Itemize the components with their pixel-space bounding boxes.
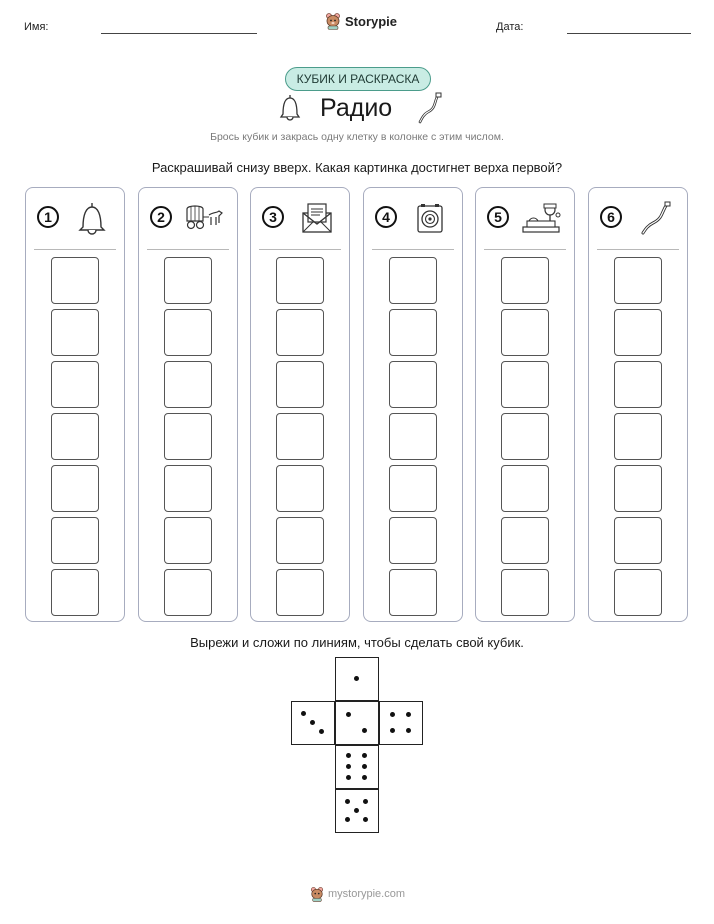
color-cell[interactable] [614,257,662,304]
color-cell[interactable] [614,517,662,564]
color-cell[interactable] [164,517,212,564]
color-cell[interactable] [614,465,662,512]
dice-pip [363,799,368,804]
dice-pip [354,676,359,681]
bell-icon [276,92,304,122]
dice-pip [362,728,367,733]
footer-url: mystorypie.com [328,888,406,900]
column-3 [250,187,350,622]
date-label: Дата: [496,21,524,33]
column-number: 3 [262,206,284,228]
dice-face-3 [291,701,335,745]
color-cell[interactable] [51,569,99,616]
color-cell[interactable] [501,517,549,564]
date-field[interactable] [567,33,691,34]
subtitle: Брось кубик и закрась одну клетку в колонке с этим числом. [210,131,504,143]
dice-pip [345,799,350,804]
color-cell[interactable] [276,361,324,408]
storypie-mascot-icon [325,12,341,30]
dice-pip [362,775,367,780]
envelope-icon [295,201,337,235]
color-cell[interactable] [389,517,437,564]
color-cell[interactable] [164,413,212,460]
cable-icon [416,92,444,124]
dice-pip [346,775,351,780]
color-cell[interactable] [276,413,324,460]
color-cell[interactable] [276,517,324,564]
dice-face-1 [335,657,379,701]
color-cell[interactable] [51,257,99,304]
dice-pip [354,808,359,813]
title-row [0,92,714,126]
color-cell[interactable] [389,361,437,408]
color-cell[interactable] [51,361,99,408]
name-label: Имя: [24,21,49,33]
dice-pip [363,817,368,822]
color-cell[interactable] [164,257,212,304]
color-cell[interactable] [276,465,324,512]
dice-pip [346,753,351,758]
dice-pip [346,764,351,769]
color-cell[interactable] [51,413,99,460]
color-cell[interactable] [164,569,212,616]
wagon-icon [183,201,225,235]
bell-icon [70,201,112,235]
color-cell[interactable] [501,361,549,408]
color-cell[interactable] [501,465,549,512]
color-cell[interactable] [501,257,549,304]
brand-logo [325,12,397,30]
column-divider [372,249,454,250]
column-divider [597,249,679,250]
dice-face-4 [379,701,423,745]
column-1 [25,187,125,622]
column-number: 6 [600,206,622,228]
color-cell[interactable] [51,465,99,512]
cable-icon [633,201,675,235]
dice-face-2 [335,701,379,745]
color-cell[interactable] [614,569,662,616]
column-number: 2 [150,206,172,228]
dice-pip [345,817,350,822]
footer [310,886,405,902]
dice-pip [310,720,315,725]
color-cell[interactable] [614,309,662,356]
color-cell[interactable] [389,569,437,616]
column-divider [34,249,116,250]
dice-pip [346,712,351,717]
column-divider [484,249,566,250]
color-cell[interactable] [51,517,99,564]
color-cell[interactable] [501,569,549,616]
color-cell[interactable] [389,413,437,460]
dice-face-5 [335,789,379,833]
dice-pip [362,764,367,769]
dice-pip [319,729,324,734]
color-cell[interactable] [164,361,212,408]
color-cell[interactable] [276,309,324,356]
color-cell[interactable] [276,569,324,616]
color-cell[interactable] [501,413,549,460]
dice-pip [390,728,395,733]
instruction: Раскрашивай снизу вверх. Какая картинка достигнет верха первой? [151,160,563,175]
color-cell[interactable] [164,309,212,356]
brand-name: Storypie [345,13,398,29]
dice-pip [406,712,411,717]
color-cell[interactable] [276,257,324,304]
color-cell[interactable] [389,257,437,304]
color-cell[interactable] [501,309,549,356]
speaker-icon [408,201,450,235]
column-divider [259,249,341,250]
column-2 [138,187,238,622]
column-divider [147,249,229,250]
column-number: 1 [37,206,59,228]
dice-pip [301,711,306,716]
color-cell[interactable] [389,465,437,512]
color-cell[interactable] [164,465,212,512]
dice-face-6 [335,745,379,789]
dice-pip [390,712,395,717]
dice-pip [362,753,367,758]
name-field[interactable] [101,33,257,34]
color-cell[interactable] [614,413,662,460]
dice-pip [406,728,411,733]
page-title: Радио [320,94,393,122]
column-4 [363,187,463,622]
color-cell[interactable] [389,309,437,356]
telegraph-icon [520,201,562,235]
column-number: 4 [375,206,397,228]
column-6 [588,187,688,622]
column-5 [475,187,575,622]
storypie-mascot-icon [310,886,324,902]
category-badge: КУБИК И РАСКРАСКА [285,67,431,91]
cut-instruction: Вырежи и сложи по линиям, чтобы сделать свой кубик. [190,635,524,650]
color-cell[interactable] [51,309,99,356]
color-cell[interactable] [614,361,662,408]
column-number: 5 [487,206,509,228]
